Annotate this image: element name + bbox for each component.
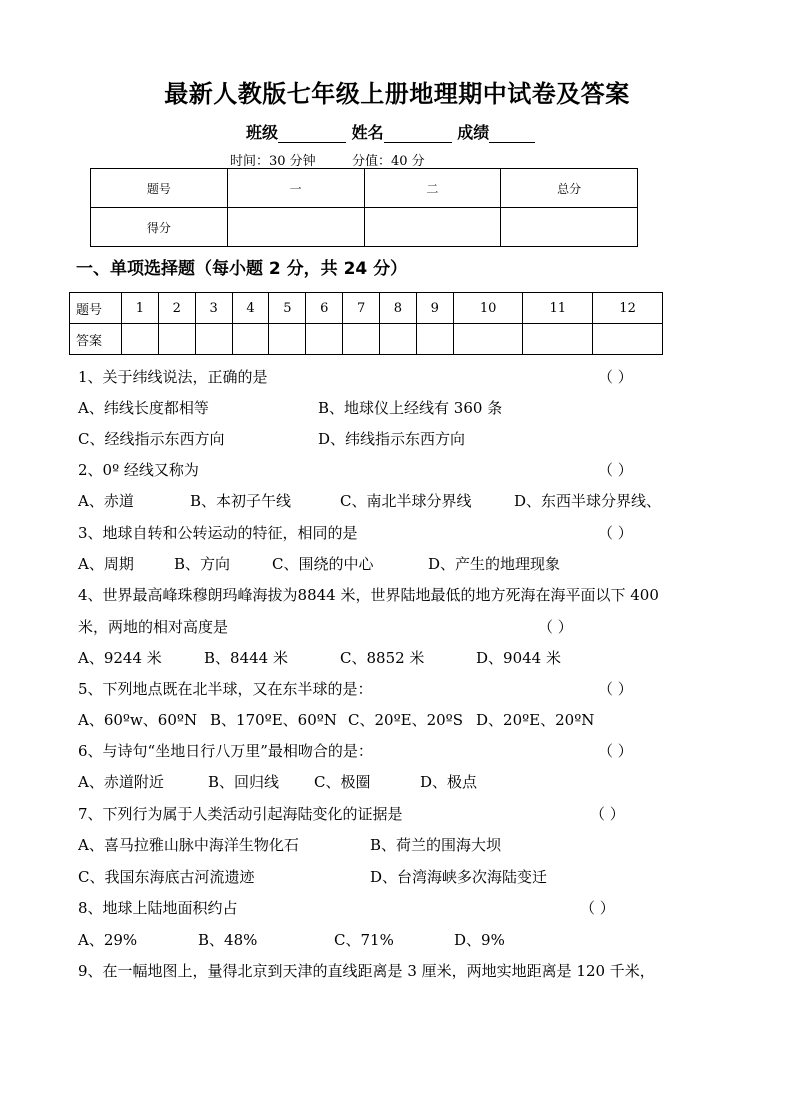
score-cell: 题号: [91, 169, 228, 208]
answer-paren[interactable]: （ ）: [538, 618, 573, 636]
class-label: 班级: [246, 123, 279, 142]
question-stem: 4、世界最高峰珠穆朗玛峰海拔为8844 米，世界陆地最低的地方死海在海平面以下 400: [78, 586, 659, 604]
option: D、东西半球分界线、: [514, 492, 662, 510]
answer-entry-cell[interactable]: [343, 324, 380, 355]
points-text: 分值：40 分: [351, 154, 425, 169]
score-cell: 二: [364, 169, 501, 208]
option: B、本初子午线: [190, 492, 292, 510]
time-text: 时间：30 分钟: [230, 154, 316, 169]
answer-number-cell: 7: [343, 293, 380, 324]
answer-number-cell: 6: [306, 293, 343, 324]
option: A、周期: [78, 555, 134, 573]
question-stem: 5、下列地点既在北半球，又在东半球的是：: [78, 680, 373, 698]
answer-number-cell: 12: [593, 293, 663, 324]
option: B、方向: [174, 555, 231, 573]
answer-number-cell: 5: [269, 293, 306, 324]
option: D、纬线指示东西方向: [318, 430, 466, 448]
answer-number-cell: 8: [380, 293, 417, 324]
page-title: 最新人教版七年级上册地理期中试卷及答案: [164, 80, 630, 108]
answer-entry-cell[interactable]: [195, 324, 232, 355]
score-label: 成绩: [457, 123, 490, 142]
score-entry[interactable]: [501, 208, 638, 247]
option: C、极圈: [314, 773, 371, 791]
answer-paren[interactable]: （ ）: [590, 805, 625, 823]
option: B、荷兰的围海大坝: [370, 836, 502, 854]
option: C、71%: [334, 931, 394, 949]
option: D、台湾海峡多次海陆变迁: [370, 868, 548, 886]
answer-number-cell: 11: [523, 293, 593, 324]
score-cell: 一: [227, 169, 364, 208]
answer-paren[interactable]: （ ）: [598, 461, 633, 479]
table-row: [70, 324, 663, 355]
class-blank[interactable]: [278, 126, 346, 143]
answer-entry-cell[interactable]: [593, 324, 663, 355]
answer-entry-cell[interactable]: [523, 324, 593, 355]
answer-number-cell: 9: [416, 293, 453, 324]
option: A、赤道: [78, 492, 134, 510]
answer-number-cell: 2: [158, 293, 195, 324]
answer-row-label: 答案: [70, 324, 122, 355]
option: C、8852 米: [340, 649, 425, 667]
option: D、9044 米: [476, 649, 561, 667]
option: C、20ºE、20ºS: [348, 711, 463, 729]
student-info: [246, 120, 535, 143]
option: D、20ºE、20ºN: [476, 711, 595, 729]
option: A、纬线长度都相等: [78, 399, 209, 417]
answer-entry-cell[interactable]: [453, 324, 523, 355]
option: C、南北半球分界线: [340, 492, 472, 510]
answer-paren[interactable]: （ ）: [598, 524, 633, 542]
score-cell: 得分: [91, 208, 228, 247]
answer-paren[interactable]: （ ）: [598, 680, 633, 698]
answer-entry-cell[interactable]: [269, 324, 306, 355]
question-stem: 6、与诗句“坐地日行八万里”最相吻合的是：: [78, 742, 373, 760]
question-stem: 3、地球自转和公转运动的特征，相同的是: [78, 524, 358, 542]
question-stem: 2、0º 经线又称为: [78, 461, 199, 479]
question-stem: 7、下列行为属于人类活动引起海陆变化的证据是: [78, 805, 403, 823]
answer-entry-cell[interactable]: [158, 324, 195, 355]
section-heading: 一、单项选择题（每小题 2 分，共 24 分）: [76, 259, 408, 279]
answer-entry-cell[interactable]: [122, 324, 159, 355]
score-cell: 总分: [501, 169, 638, 208]
answer-paren[interactable]: （ ）: [580, 899, 615, 917]
name-blank[interactable]: [384, 126, 452, 143]
option: B、回归线: [208, 773, 280, 791]
option: D、9%: [454, 931, 505, 949]
option: A、60ºw、60ºN: [78, 711, 198, 729]
table-row: [70, 293, 663, 324]
score-entry[interactable]: [227, 208, 364, 247]
option: B、8444 米: [204, 649, 288, 667]
answer-number-cell: 3: [195, 293, 232, 324]
answer-entry-cell[interactable]: [380, 324, 417, 355]
answer-number-cell: 4: [232, 293, 269, 324]
table-row: [91, 208, 638, 247]
score-blank[interactable]: [489, 126, 535, 143]
option: B、170ºE、60ºN: [210, 711, 337, 729]
question-stem-cont: 米，两地的相对高度是: [78, 618, 229, 636]
option: D、产生的地理现象: [428, 555, 561, 573]
name-label: 姓名: [351, 123, 384, 142]
option: B、地球仪上经线有 360 条: [318, 399, 503, 417]
answer-table: [69, 292, 663, 355]
option: C、围绕的中心: [272, 555, 374, 573]
answer-entry-cell[interactable]: [416, 324, 453, 355]
question-stem: 1、关于纬线说法，正确的是: [78, 368, 268, 386]
question-stem: 8、地球上陆地面积约占: [78, 899, 238, 917]
answer-number-cell: 1: [122, 293, 159, 324]
option: D、极点: [420, 773, 478, 791]
exam-meta: [230, 150, 425, 169]
option: A、29%: [78, 931, 138, 949]
option: A、赤道附近: [78, 773, 164, 791]
question-stem: 9、在一幅地图上，量得北京到天津的直线距离是 3 厘米，两地实地距离是 120 千米，: [78, 962, 655, 980]
answer-entry-cell[interactable]: [306, 324, 343, 355]
answer-entry-cell[interactable]: [232, 324, 269, 355]
option: A、9244 米: [78, 649, 162, 667]
answer-head-label: 题号: [70, 293, 122, 324]
answer-paren[interactable]: （ ）: [598, 742, 633, 760]
option: C、经线指示东西方向: [78, 430, 225, 448]
option: B、48%: [198, 931, 258, 949]
score-entry[interactable]: [364, 208, 501, 247]
answer-paren[interactable]: （ ）: [598, 368, 633, 386]
answer-number-cell: 10: [453, 293, 523, 324]
score-table: [90, 168, 638, 247]
option: A、喜马拉雅山脉中海洋生物化石: [78, 836, 299, 854]
table-row: [91, 169, 638, 208]
option: C、我国东海底古河流遗迹: [78, 868, 255, 886]
